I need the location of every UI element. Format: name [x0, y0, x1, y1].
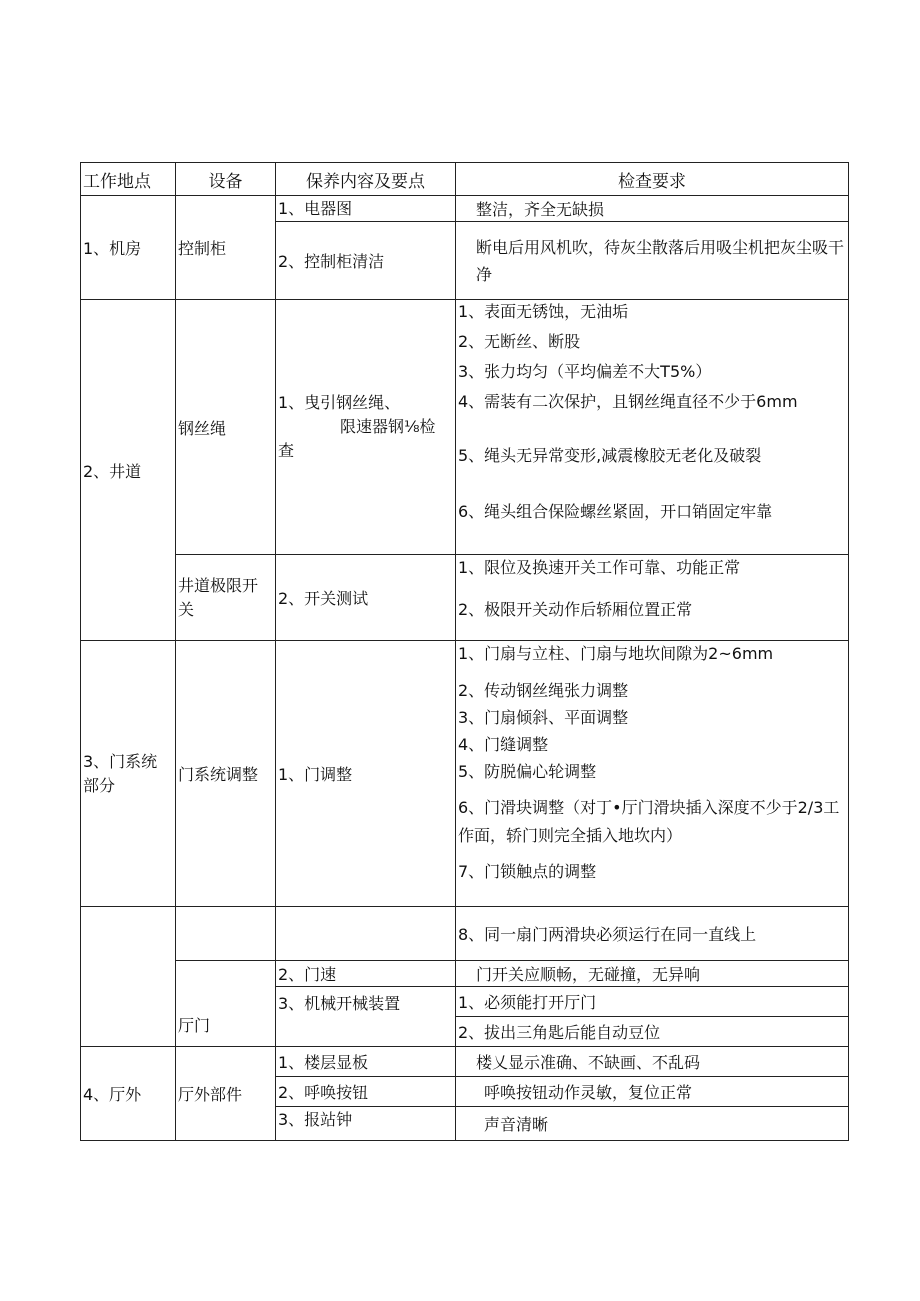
requirement-cell: 声音清晰: [456, 1107, 849, 1141]
requirement-cell: 整洁，齐全无缺损: [456, 196, 849, 222]
requirement-cell: 呼唤按钮动作灵敏，复位正常: [456, 1077, 849, 1107]
table-row: [81, 1047, 849, 1077]
header-location: 工作地点: [81, 163, 176, 196]
requirement-cell: [456, 641, 849, 907]
requirement-cell: [456, 300, 849, 555]
table-row: [81, 961, 849, 987]
list-item: 6、门滑块调整（对丁•厅门滑块插入深度不少于2/3工作面，轿门则完全插入地坎内）: [458, 798, 840, 845]
content-cell: 1、门调整: [276, 641, 456, 907]
content-cell: 3、报站钟: [276, 1107, 456, 1141]
content-line: 查: [278, 441, 295, 460]
table-row: [81, 300, 849, 555]
content-cell: 3、机械开械装置: [276, 987, 456, 1047]
requirement-cell: 1、必须能打开厅门: [456, 987, 849, 1017]
list-item: 2、无断丝、断股: [458, 332, 581, 351]
table-row: [81, 907, 849, 961]
list-item: 4、门缝调整: [458, 735, 549, 754]
content-cell: 1、电器图: [276, 196, 456, 222]
content-cell: 1、楼层显板: [276, 1047, 456, 1077]
location-cell: [81, 907, 176, 1047]
table-row: [81, 196, 849, 222]
requirement-cell: 楼乂显示准确、不缺画、不乱码: [456, 1047, 849, 1077]
list-item: 2、传动钢丝绳张力调整: [458, 681, 629, 700]
content-cell: [276, 907, 456, 961]
header-requirement: 检查要求: [456, 163, 849, 196]
content-cell: 2、控制柜清洁: [276, 222, 456, 300]
content-cell: 2、呼唤按钮: [276, 1077, 456, 1107]
list-item: 5、绳头无异常变形,减震橡胶无老化及破裂: [458, 446, 762, 465]
device-cell: 钢丝绳: [176, 300, 276, 555]
requirement-cell: [456, 555, 849, 641]
requirement-cell: 断电后用风机吹，待灰尘散落后用吸尘机把灰尘吸干净: [456, 222, 849, 300]
location-cell: 2、井道: [81, 300, 176, 641]
list-item: 2、极限开关动作后轿厢位置正常: [458, 600, 693, 619]
content-cell: 2、开关测试: [276, 555, 456, 641]
list-item: 1、门扇与立柱、门扇与地坎间隙为2~6mm: [458, 644, 774, 663]
list-item: 7、门锁触点的调整: [458, 862, 597, 881]
content-line: 限速器钢⅛检: [340, 417, 436, 436]
content-cell: [276, 300, 456, 555]
list-item: 4、需装有二次保护，且钢丝绳直径不少于6mm: [458, 392, 798, 411]
device-cell: 厅门: [176, 961, 276, 1047]
header-device: 设备: [176, 163, 276, 196]
requirement-cell: 门开关应顺畅，无碰撞，无异响: [456, 961, 849, 987]
list-item: 6、绳头组合保险螺丝紧固，开口销固定牢靠: [458, 502, 773, 521]
list-item: 1、限位及换速开关工作可靠、功能正常: [458, 558, 741, 577]
list-item: 3、门扇倾斜、平面调整: [458, 708, 629, 727]
content-line: 1、曳引钢丝绳、: [278, 393, 401, 412]
maintenance-table: [80, 162, 849, 1141]
content-cell: 2、门速: [276, 961, 456, 987]
table-row: [81, 641, 849, 907]
location-cell: 1、机房: [81, 196, 176, 300]
requirement-cell: 2、拔出三角匙后能自动豆位: [456, 1017, 849, 1047]
device-cell: 门系统调整: [176, 641, 276, 907]
list-item: 5、防脱偏心轮调整: [458, 762, 597, 781]
location-cell: 4、厅外: [81, 1047, 176, 1141]
device-cell: 控制柜: [176, 196, 276, 300]
device-cell: 厅外部件: [176, 1047, 276, 1141]
header-content: 保养内容及要点: [276, 163, 456, 196]
table-row: [81, 555, 849, 641]
list-item: 1、表面无锈蚀，无油垢: [458, 302, 629, 321]
location-cell: 3、门系统部分: [81, 641, 176, 907]
device-cell: 井道极限开关: [176, 555, 276, 641]
device-cell: [176, 907, 276, 961]
header-row: [81, 163, 849, 196]
requirement-cell: 8、同一扇门两滑块必须运行在同一直线上: [456, 907, 849, 961]
list-item: 3、张力均匀（平均偏差不大T5%）: [458, 362, 712, 381]
